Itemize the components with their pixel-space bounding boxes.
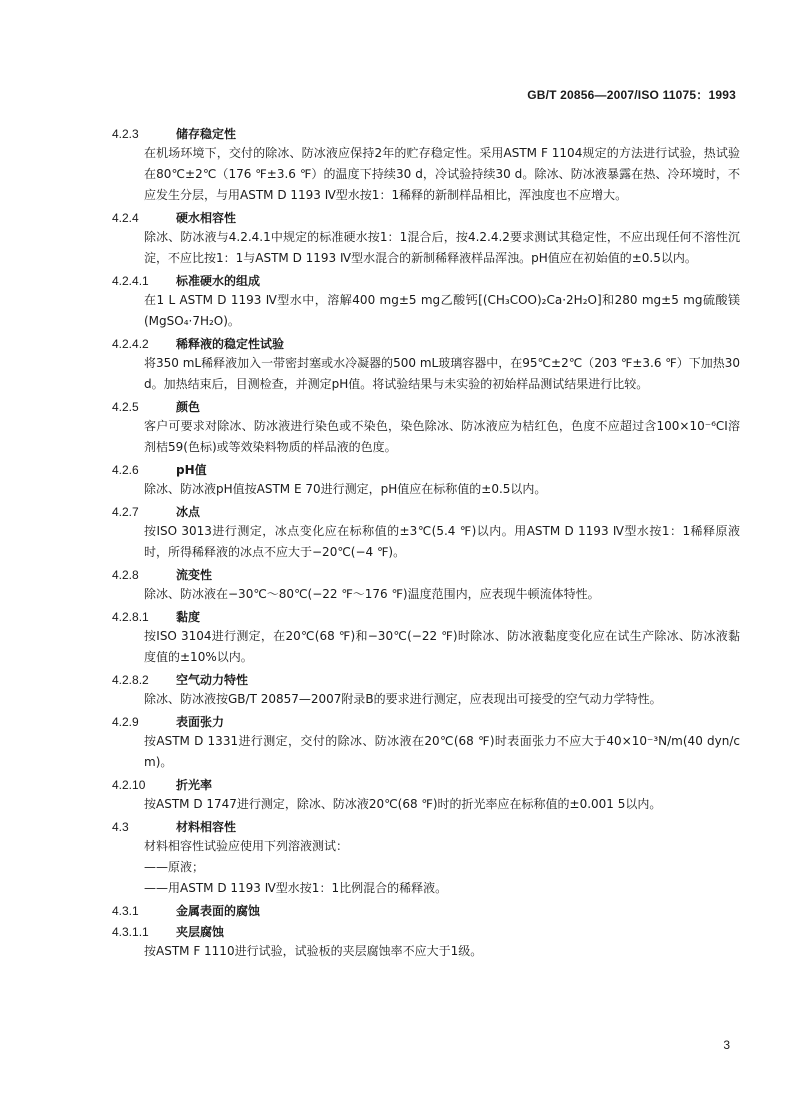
- page-number: 3: [723, 1038, 730, 1052]
- section-title: 稀释液的稳定性试验: [176, 337, 285, 351]
- section-title: pH值: [176, 463, 207, 477]
- section-paragraph: 客户可要求对除冰、防冰液进行染色或不染色，染色除冰、防冰液应为桔红色，色度不应超过含100×10⁻⁶CI溶剂桔59(色标)或等效染料物质的样品液的色度。: [144, 419, 740, 454]
- document-body: [112, 122, 740, 962]
- section-paragraph: 将350 mL稀释液加入一带密封塞或水冷凝器的500 mL玻璃容器中，在95℃±2℃（203 ℉±3.6 ℉）下加热30 d。加热结束后，目测检查，并测定pH值。将试验结果与未实验的初始样品测试结果进行比较。: [144, 356, 740, 391]
- section-number: 4.2.5: [112, 400, 139, 414]
- section-number: 4.3.1: [112, 904, 139, 918]
- section-title: 夹层腐蚀: [176, 925, 225, 939]
- section-paragraph: 按ISO 3013进行测定，冰点变化应在标称值的±3℃(5.4 ℉)以内。用ASTM D 1193 Ⅳ型水按1：1稀释原液时，所得稀释液的冰点不应大于−20℃(−4 ℉)。: [144, 524, 740, 559]
- section-title: 材料相容性: [176, 820, 237, 834]
- section-heading: [112, 209, 740, 227]
- section-title: 储存稳定性: [176, 127, 237, 141]
- section-number: 4.2.10: [112, 778, 146, 792]
- section-paragraph: 除冰、防冰液pH值按ASTM E 70进行测定，pH值应在标称值的±0.5以内。: [144, 482, 547, 496]
- section-heading: [112, 608, 740, 626]
- section-title: 金属表面的腐蚀: [176, 904, 261, 918]
- section-number: 4.2.9: [112, 715, 139, 729]
- section-number: 4.2.8.1: [112, 610, 149, 624]
- section-paragraph: 按ASTM F 1110进行试验，试验板的夹层腐蚀率不应大于1级。: [144, 944, 483, 958]
- section-paragraph: 按ASTM D 1331进行测定，交付的除冰、防冰液在20℃(68 ℉)时表面张力不应大于40×10⁻³N/m(40 dyn/cm)。: [144, 734, 740, 769]
- section-title: 折光率: [176, 778, 213, 792]
- section-number: 4.2.3: [112, 127, 139, 141]
- section-heading: [112, 335, 740, 353]
- section-title: 冰点: [176, 505, 201, 519]
- section-heading: [112, 776, 740, 794]
- section-title: 颜色: [176, 400, 201, 414]
- section-number: 4.2.8.2: [112, 673, 149, 687]
- section-heading: [112, 272, 740, 290]
- section-heading: [112, 566, 740, 584]
- section-heading: [112, 125, 740, 143]
- section-heading: [112, 902, 740, 920]
- section-title: 标准硬水的组成: [176, 274, 261, 288]
- section-paragraph: 材料相容性试验应使用下列溶液测试：: [144, 839, 349, 853]
- section-paragraph: 除冰、防冰液按GB/T 20857—2007附录B的要求进行测定，应表现出可接受的空气动力学特性。: [144, 692, 662, 706]
- section-number: 4.2.4.1: [112, 274, 149, 288]
- section-number: 4.2.4.2: [112, 337, 149, 351]
- section-heading: [112, 671, 740, 689]
- section-title: 流变性: [176, 568, 213, 582]
- section-heading: [112, 713, 740, 731]
- section-number: 4.2.6: [112, 463, 139, 477]
- section-title: 黏度: [176, 610, 201, 624]
- section-paragraph: 除冰、防冰液在−30℃～80℃(−22 ℉～176 ℉)温度范围内，应表现牛顿流体特性。: [144, 587, 600, 601]
- section-paragraph: 除冰、防冰液与4.2.4.1中规定的标准硬水按1：1混合后，按4.2.4.2要求测试其稳定性，不应出现任何不溶性沉淀，不应比按1：1与ASTM D 1193 Ⅳ型水混合的新制稀释液样品浑浊。pH值应在初始值的±0.5以内。: [144, 230, 740, 265]
- section-title: 硬水相容性: [176, 211, 237, 225]
- list-item: ——用ASTM D 1193 Ⅳ型水按1：1比例混合的稀释液。: [144, 881, 448, 895]
- section-paragraph: 在1 L ASTM D 1193 Ⅳ型水中，溶解400 mg±5 mg乙酸钙[(CH₃COO)₂Ca·2H₂O]和280 mg±5 mg硫酸镁(MgSO₄·7H₂O)。: [144, 293, 740, 328]
- section-paragraph: 在机场环境下，交付的除冰、防冰液应保持2年的贮存稳定性。采用ASTM F 1104规定的方法进行试验，热试验在80℃±2℃（176 ℉±3.6 ℉）的温度下持续30 d，冷试验持续30 d。除冰、防冰液暴露在热、冷环境时，不应发生分层，与用ASTM D 1193 Ⅳ型水按1：1稀释的新制样品相比，浑浊度也不应增大。: [144, 146, 740, 202]
- section-number: 4.2.4: [112, 211, 139, 225]
- section-paragraph: 按ISO 3104进行测定，在20℃(68 ℉)和−30℃(−22 ℉)时除冰、防冰液黏度变化应在试生产除冰、防冰液黏度值的±10%以内。: [144, 629, 740, 664]
- section-number: 4.2.7: [112, 505, 139, 519]
- section-paragraph: 按ASTM D 1747进行测定，除冰、防冰液20℃(68 ℉)时的折光率应在标称值的±0.001 5以内。: [144, 797, 662, 811]
- section-number: 4.2.8: [112, 568, 139, 582]
- standard-number: GB/T 20856—2007/ISO 11075：1993: [527, 88, 736, 102]
- section-heading: [112, 818, 740, 836]
- section-title: 空气动力特性: [176, 673, 249, 687]
- section-title: 表面张力: [176, 715, 225, 729]
- section-number: 4.3.1.1: [112, 925, 149, 939]
- section-heading: [112, 398, 740, 416]
- list-item: ——原液；: [144, 860, 205, 874]
- section-heading: [112, 461, 740, 479]
- section-number: 4.3: [112, 820, 129, 834]
- section-heading: [112, 503, 740, 521]
- section-heading: [112, 923, 740, 941]
